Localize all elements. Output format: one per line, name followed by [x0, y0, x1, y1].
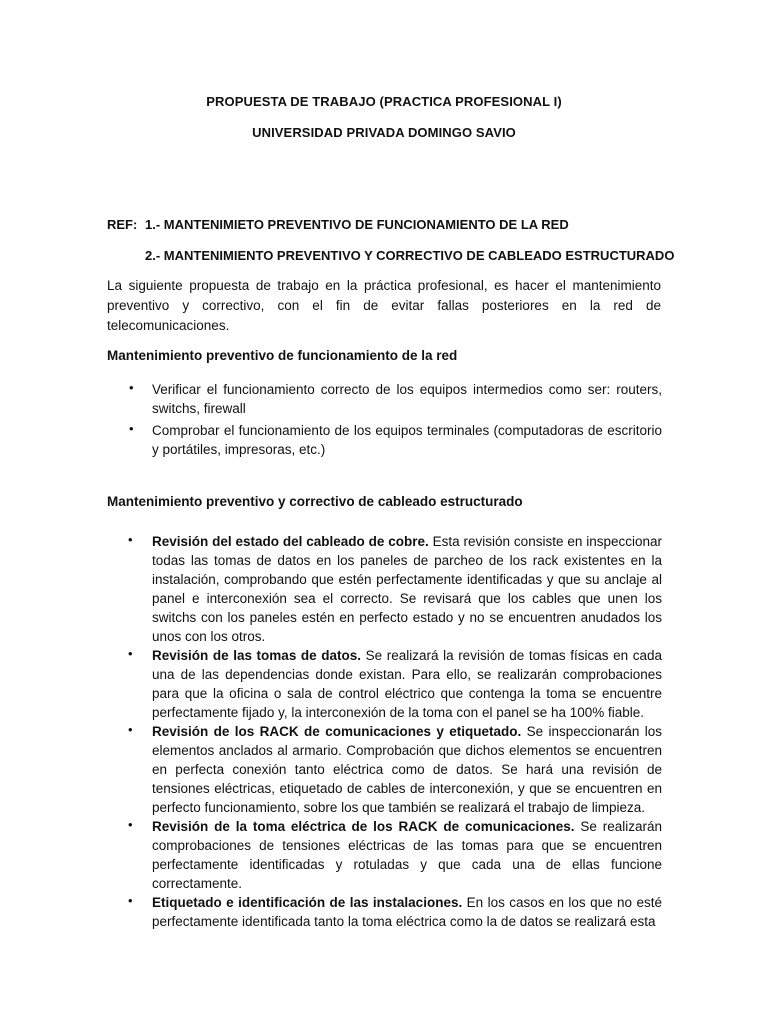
section2-heading: Mantenimiento preventivo y correctivo de cableado estructurado — [107, 494, 523, 509]
bullet-lead: Revisión de los RACK de comunicaciones y etiquetado. — [152, 724, 522, 739]
document-title: PROPUESTA DE TRABAJO (PRACTICA PROFESIONAL I) — [206, 94, 562, 109]
bullet-icon: • — [128, 646, 133, 661]
list-item — [0, 421, 768, 459]
bullet-icon: • — [129, 380, 134, 395]
ref-label: REF: — [107, 217, 138, 232]
bullet-body: Se inspeccionarán los elementos anclados al armario. Comprobación que dichos elementos se encuentren en perfecta conexión tanto eléctrica como de datos. Se hará una revisión de tensiones eléctricas, etiquetado de cables de interconexión, y que se encuentren en perfecto funcionamiento, sobre los que también se realizará el trabajo de limpieza. — [152, 724, 662, 815]
list-item — [0, 893, 768, 931]
bullet-body: Se realizarán comprobaciones de tensiones eléctricas de las tomas para que se encuentren perfectamente identificadas y rotuladas y que cada una de ellas funcione correctamente. — [152, 819, 662, 891]
bullet-text — [152, 893, 662, 931]
section1-heading: Mantenimiento preventivo de funcionamiento de la red — [107, 348, 458, 363]
bullet-icon: • — [128, 893, 133, 908]
list-item — [0, 380, 768, 418]
university-name: UNIVERSIDAD PRIVADA DOMINGO SAVIO — [252, 125, 516, 140]
list-item — [0, 532, 768, 646]
bullet-lead: Revisión del estado del cableado de cobre. — [152, 534, 429, 549]
bullet-text — [152, 817, 662, 893]
section2-bullet-list — [0, 532, 768, 931]
bullet-text — [152, 532, 662, 646]
bullet-lead: Revisión de la toma eléctrica de los RACK de comunicaciones. — [152, 819, 575, 834]
bullet-lead: Etiquetado e identificación de las instalaciones. — [152, 895, 463, 910]
intro-paragraph: La siguiente propuesta de trabajo en la práctica profesional, es hacer el mantenimiento preventivo y correctivo, con el fin de evitar fallas posteriores en la red de telecomunicaciones. — [107, 278, 661, 333]
bullet-body: Esta revisión consiste en inspeccionar todas las tomas de datos en los paneles de parcheo de los rack existentes en la instalación, comprobando que estén perfectamente identificadas y que su anclaje al panel e interconexión sea el correcto. Se revisará que los cables que unen los switchs con los paneles estén en perfecto estado y no se encuentren anudados los unos con los otros. — [152, 534, 662, 644]
bullet-body: En los casos en los que no esté perfectamente identificada tanto la toma eléctrica como la de datos se realizará esta — [152, 895, 662, 929]
bullet-text — [152, 646, 662, 722]
bullet-icon: • — [128, 722, 133, 737]
list-item — [0, 646, 768, 722]
bullet-text — [152, 722, 662, 817]
bullet-lead: Revisión de las tomas de datos. — [152, 648, 362, 663]
ref-item-1: 1.- MANTENIMIETO PREVENTIVO DE FUNCIONAMIENTO DE LA RED — [145, 217, 569, 232]
bullet-icon: • — [128, 817, 133, 832]
list-item — [0, 722, 768, 817]
bullet-icon: • — [129, 421, 134, 436]
bullet-body: Se realizará la revisión de tomas físicas en cada una de las dependencias donde existan. Para ello, se realizarán comprobaciones para que la oficina o sala de control eléctrico que contenga la toma se encuentre perfectamente fijado y, la interconexión de la toma con el panel se ha 100% fiable. — [152, 648, 662, 720]
bullet-text: Comprobar el funcionamiento de los equipos terminales (computadoras de escritorio y portátiles, impresoras, etc.) — [152, 423, 662, 457]
bullet-text: Verificar el funcionamiento correcto de los equipos intermedios como ser: routers, switchs, firewall — [152, 382, 662, 416]
ref-item-2: 2.- MANTENIMIENTO PREVENTIVO Y CORRECTIVO DE CABLEADO ESTRUCTURADO — [145, 248, 675, 263]
list-item — [0, 817, 768, 893]
bullet-icon: • — [128, 532, 133, 547]
section1-bullet-list — [0, 380, 768, 462]
